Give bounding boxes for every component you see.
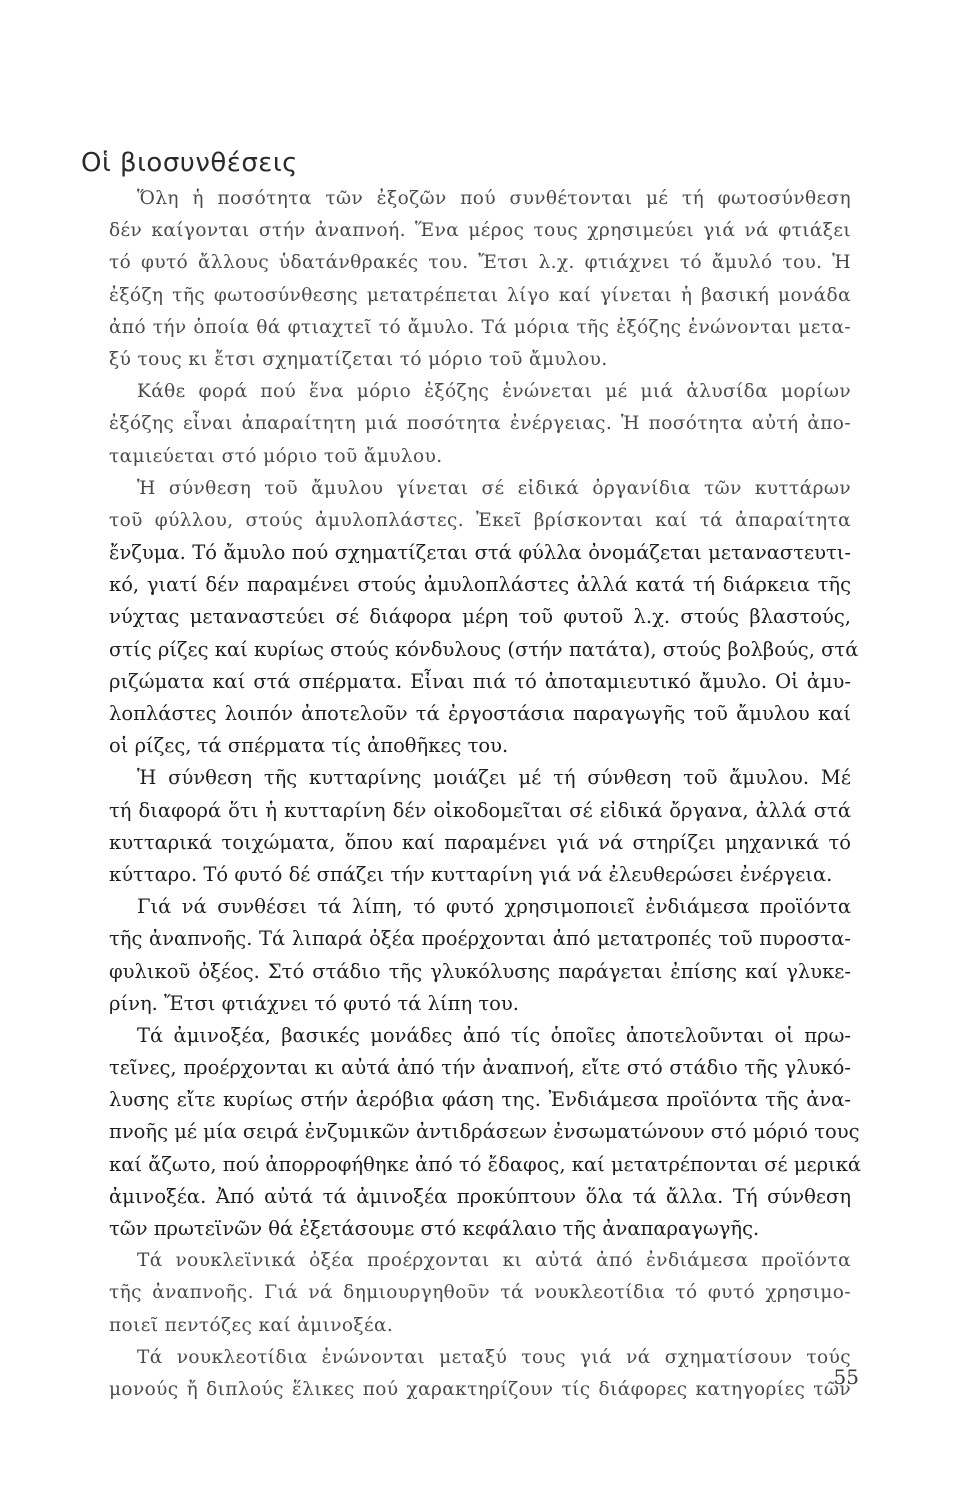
text-line: κυτταρικά τοιχώματα, ὅπου καί παραμένει γιά νά στηρίζει μηχανικά τό bbox=[109, 830, 851, 854]
text-line: τεῖνες, προέρχονται κι αὐτά ἀπό τήν ἀναπνοή, εἴτε στό στάδιο τῆς γλυκό- bbox=[109, 1056, 851, 1080]
text-line: τή διαφορά ὅτι ἡ κυτταρίνη δέν οἰκοδομεῖται σέ εἰδικά ὄργανα, ἀλλά στά bbox=[109, 798, 851, 822]
page-number: 55 bbox=[833, 1365, 859, 1389]
text-line: τοῦ φύλλου, στούς ἀμυλοπλάστες. Ἐκεῖ βρίσκονται καί τά ἀπαραίτητα bbox=[109, 509, 851, 531]
text-line: ἔνζυμα. Τό ἄμυλο πού σχηματίζεται στά φύλλα ὀνομάζεται μεταναστευτι- bbox=[109, 541, 851, 565]
text-line: τῶν πρωτεϊνῶν θά ἐξετάσουμε στό κεφάλαιο τῆς ἀναπαραγωγῆς. bbox=[109, 1217, 760, 1240]
text-line: ταμιεύεται στό μόριο τοῦ ἄμυλου. bbox=[109, 445, 443, 467]
text-line: ἐξόζη τῆς φωτοσύνθεσης μετατρέπεται λίγο καί γίνεται ἡ βασική μονάδα bbox=[109, 284, 851, 306]
text-line: ριζώματα καί στά σπέρματα. Εἶναι πιά τό ἀποταμιευτικό ἄμυλο. Οἱ ἀμυ- bbox=[109, 669, 851, 693]
body-text bbox=[109, 183, 862, 1406]
text-line: Ὅλη ἡ ποσότητα τῶν ἐξοζῶν πού συνθέτονται μέ τή φωτοσύνθεση bbox=[137, 188, 851, 209]
text-line: λυσης εἴτε κυρίως στήν ἀερόβια φάση της. Ἐνδιάμεσα προϊόντα τῆς ἀνα- bbox=[109, 1088, 851, 1112]
text-line: οἱ ρίζες, τά σπέρματα τίς ἀποθῆκες του. bbox=[109, 734, 509, 758]
text-line: τῆς ἀναπνοῆς. Γιά νά δημιουργηθοῦν τά νουκλεοτίδια τό φυτό χρησιμο- bbox=[109, 1282, 851, 1304]
text-line: τῆς ἀναπνοῆς. Τά λιπαρά ὀξέα προέρχονται ἀπό μετατροπές τοῦ πυροστα- bbox=[109, 927, 851, 951]
text-line: ξύ τους κι ἔτσι σχηματίζεται τό μόριο τοῦ ἄμυλου. bbox=[109, 348, 608, 370]
section-title: Οἱ βιοσυνθέσεις bbox=[81, 148, 298, 178]
text-line: ἐξόζης εἶναι ἀπαραίτητη μιά ποσότητα ἐνέργειας. Ἡ ποσότητα αὐτή ἀπο- bbox=[109, 413, 851, 435]
text-line: νύχτας μεταναστεύει σέ διάφορα μέρη τοῦ φυτοῦ λ.χ. στούς βλαστούς, bbox=[109, 605, 851, 629]
text-line: ρίνη. Ἔτσι φτιάχνει τό φυτό τά λίπη του. bbox=[109, 991, 519, 1015]
text-line: Ἡ σύνθεση τῆς κυτταρίνης μοιάζει μέ τή σύνθεση τοῦ ἄμυλου. Μέ bbox=[137, 766, 851, 790]
text-line: Κάθε φορά πού ἕνα μόριο ἐξόζης ἑνώνεται μέ μιά ἁλυσίδα μορίων bbox=[137, 381, 851, 403]
text-line: Ἡ σύνθεση τοῦ ἄμυλου γίνεται σέ εἰδικά ὀργανίδια τῶν κυττάρων bbox=[137, 477, 851, 499]
text-line: ἀμινοξέα. Ἀπό αὐτά τά ἀμινοξέα προκύπτουν ὅλα τά ἄλλα. Τή σύνθεση bbox=[109, 1184, 851, 1208]
text-line: ποιεῖ πεντόζες καί ἀμινοξέα. bbox=[109, 1314, 394, 1336]
text-line: κό, γιατί δέν παραμένει στούς ἀμυλοπλάστες ἀλλά κατά τή διάρκεια τῆς bbox=[109, 573, 851, 597]
text-line: Τά ἀμινοξέα, βασικές μονάδες ἀπό τίς ὁποῖες ἀποτελοῦνται οἱ πρω- bbox=[137, 1023, 851, 1047]
text-line: μονούς ἤ διπλούς ἕλικες πού χαρακτηρίζουν τίς διάφορες κατηγορίες τῶν bbox=[109, 1378, 851, 1400]
text-line: Τά νουκλεοτίδια ἑνώνονται μεταξύ τους γιά νά σχηματίσουν τούς bbox=[137, 1346, 851, 1368]
text-line: καί ἄζωτο, πού ἀπορροφήθηκε ἀπό τό ἔδαφος, καί μετατρέπονται σέ μερικά bbox=[109, 1152, 862, 1176]
text-line: Τά νουκλεϊνικά ὀξέα προέρχονται κι αὐτά ἀπό ἐνδιάμεσα προϊόντα bbox=[137, 1250, 851, 1272]
text-line: στίς ρίζες καί κυρίως στούς κόνδυλους (στήν πατάτα), στούς βολβούς, στά bbox=[109, 637, 859, 661]
text-line: ἀπό τήν ὁποία θά φτιαχτεῖ τό ἄμυλο. Τά μόρια τῆς ἐξόζης ἑνώνονται μετα- bbox=[109, 316, 851, 338]
text-line: φυλικοῦ ὀξέος. Στό στάδιο τῆς γλυκόλυσης παράγεται ἐπίσης καί γλυκε- bbox=[109, 959, 851, 983]
text-line: Γιά νά συνθέσει τά λίπη, τό φυτό χρησιμοποιεῖ ἐνδιάμεσα προϊόντα bbox=[137, 895, 851, 919]
text-line: πνοῆς μέ μία σειρά ἐνζυμικῶν ἀντιδράσεων ἐνσωματώνουν στό μόριό τους bbox=[109, 1120, 860, 1144]
text-line: τό φυτό ἄλλους ὑδατάνθρακές του. Ἔτσι λ.χ. φτιάχνει τό ἄμυλό του. Ἡ bbox=[109, 252, 851, 274]
text-line: λοπλάστες λοιπόν ἀποτελοῦν τά ἐργοστάσια παραγωγῆς τοῦ ἄμυλου καί bbox=[109, 702, 851, 725]
text-line: δέν καίγονται στήν ἀναπνοή. Ἕνα μέρος τους χρησιμεύει γιά νά φτιάξει bbox=[109, 220, 851, 242]
text-line: κύτταρο. Τό φυτό δέ σπάζει τήν κυτταρίνη γιά νά ἐλευθερώσει ἐνέργεια. bbox=[109, 862, 833, 886]
